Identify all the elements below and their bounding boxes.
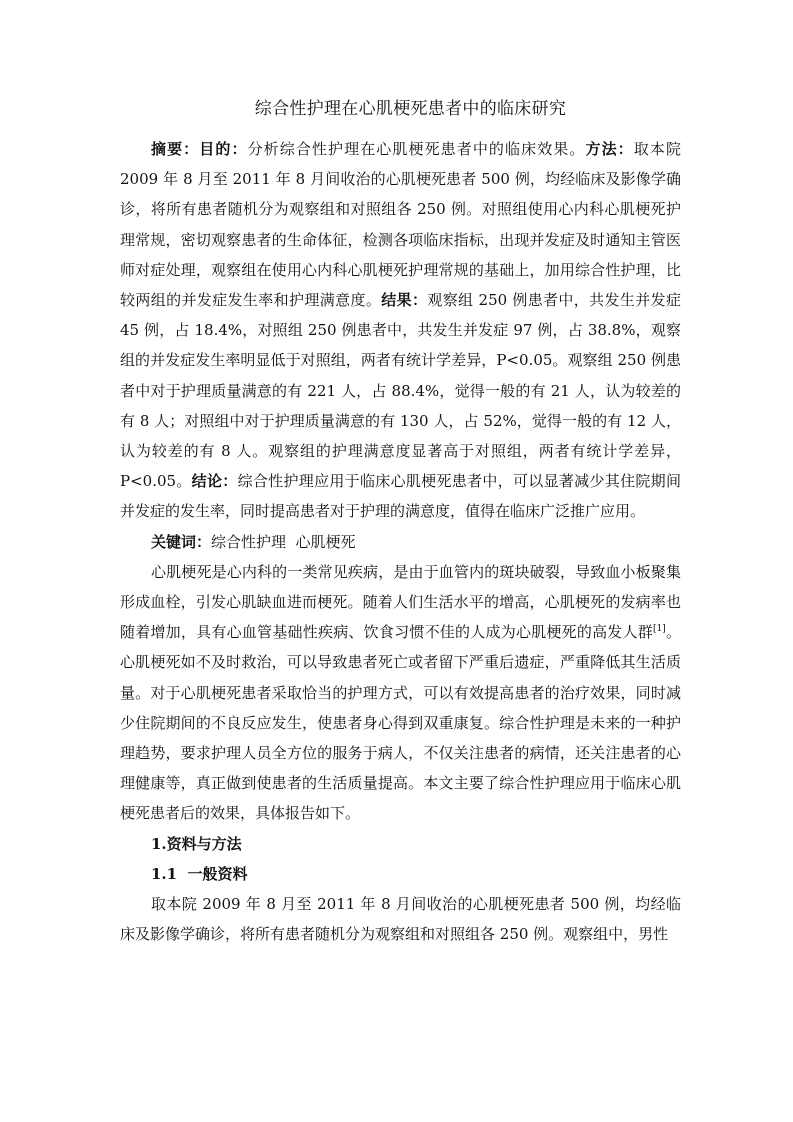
purpose-text: 分析综合性护理在心肌梗死患者中的临床效果。 bbox=[247, 140, 586, 158]
keywords-text: 综合性护理 心肌梗死 bbox=[211, 532, 356, 551]
conclusion-text: 综合性护理应用于临床心肌梗死患者中，可以显著减少其住院期间并发症的发生率，同时提高患者对于护理的满意度，值得在临床广泛推广应用。 bbox=[120, 472, 681, 521]
conclusion-label: 结论： bbox=[191, 472, 238, 491]
keywords-label: 关键词： bbox=[151, 532, 212, 551]
intro-text-part1: 心肌梗死是心内科的一类常见疾病，是由于血管内的斑块破裂，导致血小板聚集形成血栓，引发心肌缺血进而梗死。随着人们生活水平的增高，心肌梗死的发病率也随着增加，具有心血管基础性疾病、饮食习惯不佳的人成为心肌梗死的高发人群 bbox=[120, 562, 681, 642]
purpose-label: 目的： bbox=[199, 140, 248, 158]
intro-text-part2: 。心肌梗死如不及时救治，可以导致患者死亡或者留下严重后遗症，严重降低其生活质量。对于心肌梗死患者采取恰当的护理方式，可以有效提高患者的治疗效果，同时减少住院期间的不良反应发生，使患者身心得到双重康复。综合性护理是未来的一种护理趋势，要求护理人员全方位的服务于病人，不仅关注患者的病情，还关注患者的心理健康等，真正做到使患者的生活质量提高。本文主要了综合性护理应用于临床心肌梗死患者后的效果，具体报告如下。 bbox=[120, 623, 681, 823]
paper-title: 综合性护理在心肌梗死患者中的临床研究 bbox=[254, 99, 567, 119]
keywords-paragraph bbox=[120, 527, 681, 557]
section-heading-1-1: 1.1 一般资料 bbox=[151, 864, 248, 883]
intro-paragraph bbox=[120, 557, 681, 829]
section-heading-1: 1.资料与方法 bbox=[151, 834, 242, 853]
result-text: 观察组 250 例患者中，共发生并发症 45 例，占 18.4%，对照组 250 例患者中，共发生并发症 97 例，占 38.8%，观察组的并发症发生率明显低于对照组，两者有统计学差异，P<0.05。观察组 250 例患者中对于护理质量满意的有 221 人，占 88.4%，觉得一般的有 21 人，认为较差的有 8 人；对照组中对于护理质量满意的有 130 人，占 52%，觉得一般的有 12 人，认为较差的有 8 人。观察组的护理满意度显著高于对照组，两者有统计学差异，P<0.05。 bbox=[120, 291, 681, 491]
method-text: 取本院 2009 年 8 月至 2011 年 8 月间收治的心肌梗死患者 500 例，均经临床及影像学确诊，将所有患者随机分为观察组和对照组各 250 例。对照组使用心内科心肌梗死护理常规，密切观察患者的生命体征，检测各项临床指标，出现并发症及时通知主管医师对症处理，观察组在使用心内科心肌梗死护理常规的基础上，加用综合性护理，比较两组的并发症发生率和护理满意度。 bbox=[120, 140, 681, 310]
method-label: 方法： bbox=[585, 140, 634, 158]
abstract-paragraph bbox=[120, 134, 681, 527]
citation-ref: [1] bbox=[653, 624, 666, 635]
result-label: 结果： bbox=[381, 291, 428, 310]
section-1-1-paragraph: 取本院 2009 年 8 月至 2011 年 8 月间收治的心肌梗死患者 500 例，均经临床及影像学确诊，将所有患者随机分为观察组和对照组各 250 例。观察组中，男性 bbox=[120, 895, 681, 944]
abstract-label: 摘要： bbox=[151, 140, 200, 158]
